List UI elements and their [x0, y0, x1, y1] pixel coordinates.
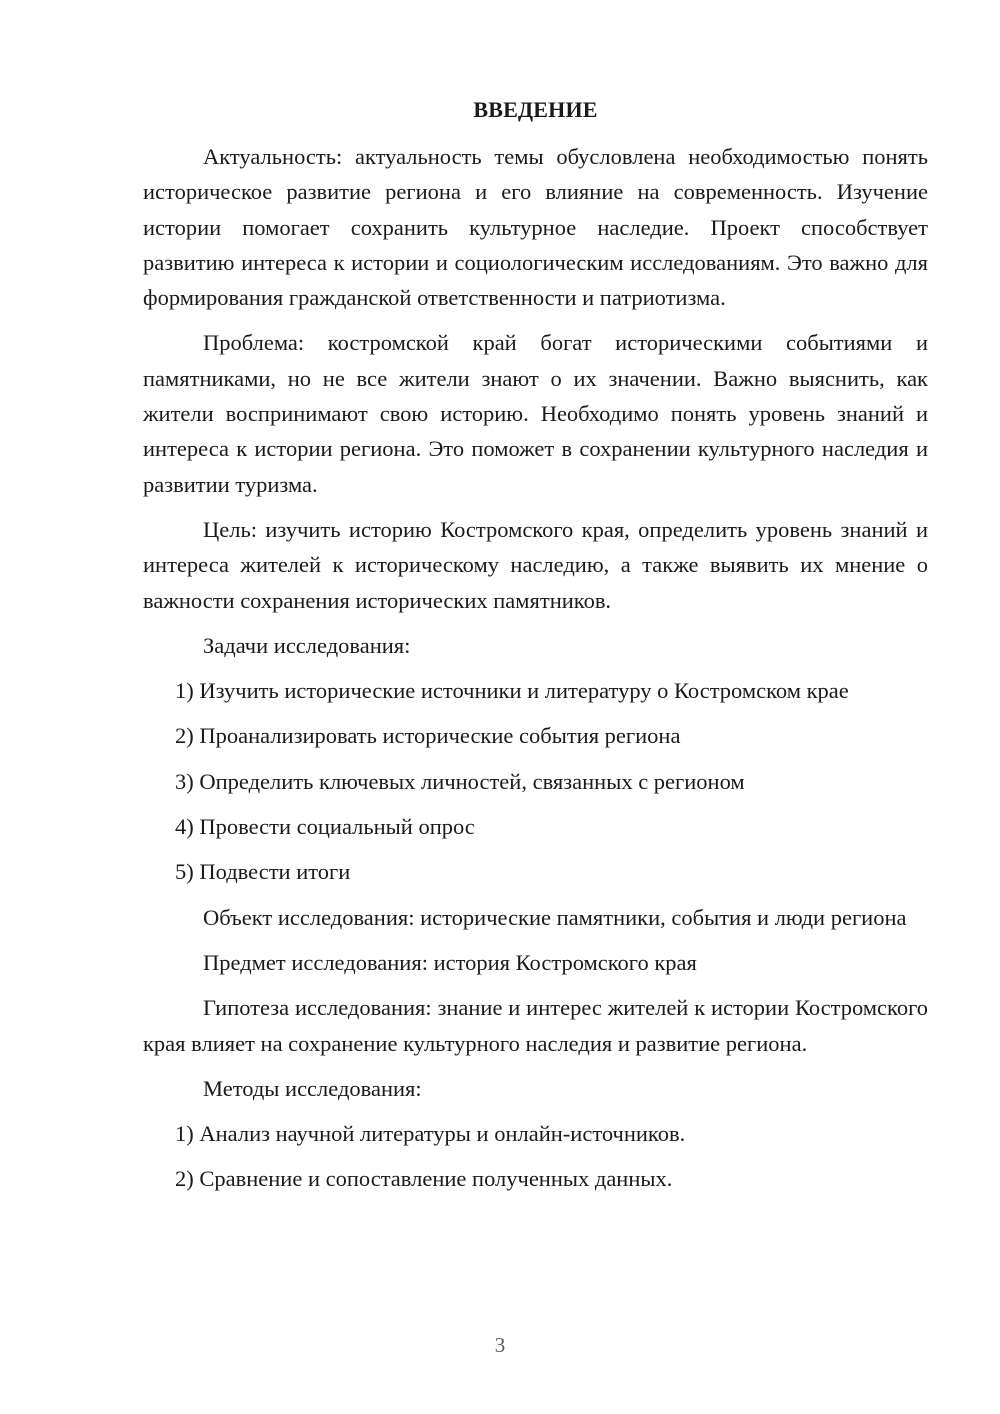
list-item-task-3: 3) Определить ключевых личностей, связанных с регионом [175, 768, 745, 794]
page-number: 3 [494, 1333, 506, 1357]
subject-paragraph: Предмет исследования: история Костромского края [203, 949, 697, 975]
goal-paragraph: Цель: изучить историю Костромского края, определить уровень знаний и интереса жителей к историческому наследию, а также выявить их мнение о важности сохранения исторических памятников. [143, 516, 928, 613]
methods-list [143, 1116, 928, 1197]
relevance-paragraph: Актуальность: актуальность темы обусловлена необходимостью понять историческое развитие региона и его влияние на современность. Изучение истории помогает сохранить культурное наследие. Проект способствует развитию интереса к истории и социологическим исследованиям. Это важно для формирования гражданской ответственности и патриотизма. [143, 144, 928, 311]
problem-paragraph: Проблема: костромской край богат историческими событиями и памятниками, но не все жители знают о их значении. Важно выяснить, как жители воспринимают свою историю. Необходимо понять уровень знаний и интереса к истории региона. Это поможет в сохранении культурного наследия и развитии туризма. [143, 330, 928, 497]
page-body [143, 93, 928, 1207]
hypothesis-paragraph: Гипотеза исследования: знание и интерес жителей к истории Костромского края влияет на сохранение культурного наследия и развитие региона. [143, 995, 928, 1056]
tasks-heading: Задачи исследования: [203, 632, 411, 658]
object-paragraph: Объект исследования: исторические памятники, события и люди региона [203, 904, 907, 930]
list-item-task-5: 5) Подвести итоги [175, 859, 351, 885]
section-title: ВВЕДЕНИЕ [473, 97, 598, 122]
list-item-method-2: 2) Сравнение и сопоставление полученных данных. [175, 1166, 673, 1192]
list-item-task-2: 2) Проанализировать исторические события региона [175, 723, 681, 749]
methods-heading: Методы исследования: [203, 1075, 422, 1101]
tasks-list [143, 673, 928, 889]
list-item-method-1: 1) Анализ научной литературы и онлайн-источников. [175, 1121, 686, 1147]
list-item-task-4: 4) Провести социальный опрос [175, 814, 475, 840]
list-item-task-1: 1) Изучить исторические источники и литературу о Костромском крае [175, 678, 849, 704]
